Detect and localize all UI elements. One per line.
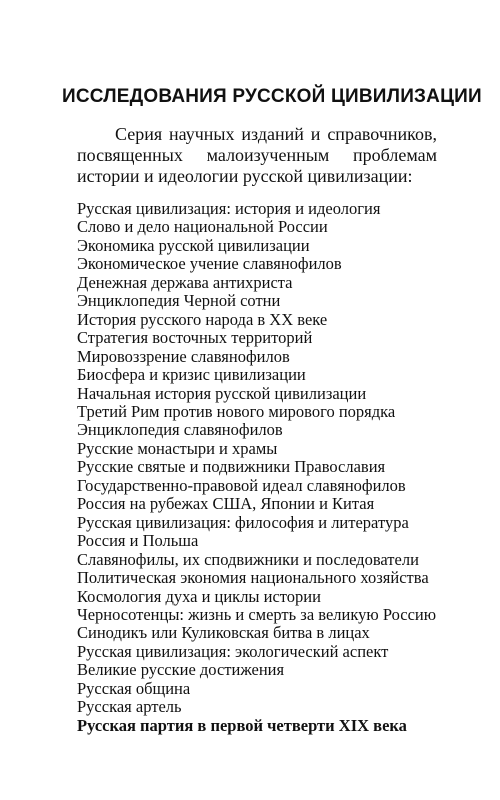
series-heading: ИССЛЕДОВАНИЯ РУССКОЙ ЦИВИЛИЗАЦИИ bbox=[62, 86, 482, 107]
series-title: Синодикъ или Куликовская битва в лицах bbox=[77, 623, 370, 643]
series-title: Черносотенцы: жизнь и смерть за великую Россию bbox=[77, 604, 437, 624]
series-title: Космология духа и циклы истории bbox=[77, 586, 321, 606]
series-title: Энциклопедия славянофилов bbox=[77, 420, 283, 440]
series-title: Русская артель bbox=[77, 697, 182, 717]
series-title: Биосфера и кризис цивилизации bbox=[77, 365, 306, 385]
series-title: Третий Рим против нового мирового порядка bbox=[77, 401, 396, 421]
series-title: Политическая экономия национального хозяйства bbox=[77, 568, 429, 588]
series-title: Слово и дело национальной России bbox=[77, 217, 328, 237]
series-title: Русские монастыри и храмы bbox=[77, 438, 278, 458]
series-title: Государственно-правовой идеал славянофилов bbox=[77, 475, 406, 495]
series-title: Русские святые и подвижники Православия bbox=[77, 457, 386, 477]
series-title: Экономика русской цивилизации bbox=[77, 235, 310, 255]
series-title: Стратегия восточных территорий bbox=[77, 328, 313, 348]
series-title: Россия и Польша bbox=[77, 531, 199, 551]
series-title-current: Русская партия в первой четверти XIX века bbox=[77, 715, 407, 735]
series-title: Русская цивилизация: философия и литература bbox=[77, 512, 409, 532]
series-title: Русская цивилизация: экологический аспект bbox=[77, 641, 389, 661]
series-intro-text: Серия научных изданий и справочников, посвященных малоизученным проблемам истории и идеологии русской цивилизации: bbox=[77, 124, 437, 186]
series-title: Начальная история русской цивилизации bbox=[77, 383, 367, 403]
series-intro bbox=[77, 124, 437, 187]
series-title: Великие русские достижения bbox=[77, 660, 285, 680]
series-title: Мировоззрение славянофилов bbox=[77, 346, 290, 366]
series-title: История русского народа в XX веке bbox=[77, 309, 328, 329]
series-title: Экономическое учение славянофилов bbox=[77, 254, 342, 274]
series-title: Энциклопедия Черной сотни bbox=[77, 291, 281, 311]
series-title-list bbox=[77, 200, 436, 735]
series-title: Россия на рубежах США, Японии и Китая bbox=[77, 494, 375, 514]
series-title: Русская община bbox=[77, 678, 191, 698]
series-title: Русская цивилизация: история и идеология bbox=[77, 199, 381, 218]
series-title: Денежная держава антихриста bbox=[77, 272, 293, 292]
series-title: Славянофилы, их сподвижники и последователи bbox=[77, 549, 419, 569]
